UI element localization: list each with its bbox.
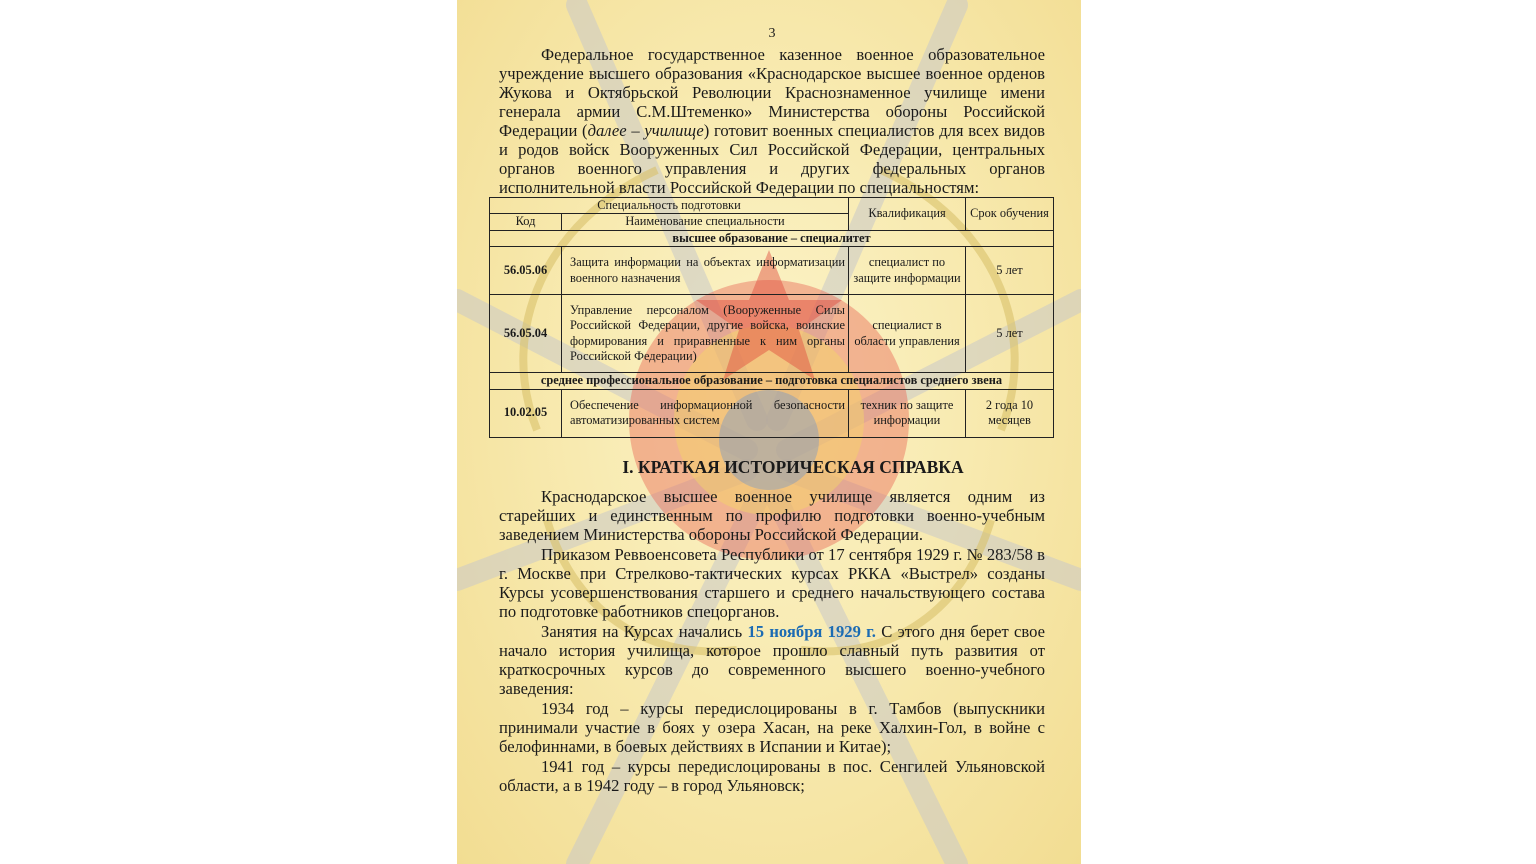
document-page bbox=[457, 0, 1081, 864]
table-row bbox=[490, 295, 1054, 373]
table-row bbox=[490, 389, 1054, 437]
row-qualification: специалист по защите информации bbox=[849, 247, 966, 295]
table-row bbox=[490, 247, 1054, 295]
intro-text-2: ) готовит военных специалистов для всех видов и родов войск Вооруженных Сил Российской Федерации, центральных органов военного управления и других федеральных органов исполнительной власти Российской Федерации по специальностям: bbox=[499, 121, 1045, 197]
row-qualification: специалист в области управления bbox=[849, 295, 966, 373]
history-paragraph-4: 1934 год – курсы передислоцированы в г. Тамбов (выпускники принимали участие в боях у озера Хасан, на реке Халхин-Гол, в войне с белофиннами, в боевых действиях в Испании и Китае); bbox=[499, 698, 1045, 756]
row-name: Обеспечение информационной безопасности автоматизированных систем bbox=[562, 389, 849, 437]
section-secondary-education: среднее профессиональное образование – подготовка специалистов среднего звена bbox=[490, 373, 1054, 389]
history-paragraph-5: 1941 год – курсы передислоцированы в пос. Сенгилей Ульяновской области, а в 1942 году – в город Ульяновск; bbox=[499, 756, 1045, 795]
page-content bbox=[499, 26, 1049, 795]
history-paragraph-1: Краснодарское высшее военное училище является одним из старейших и единственным по профилю подготовки военно-учебным заведением Министерства обороны Российской Федерации. bbox=[499, 486, 1045, 544]
page-number: 3 bbox=[768, 26, 776, 41]
history-paragraph-2: Приказом Реввоенсовета Республики от 17 сентября 1929 г. № 283/58 в г. Москве при Стрелково-тактических курсах РККА «Выстрел» созданы Курсы усовершенствования старшего и среднего начальствующего состава по подготовке работников спецорганов. bbox=[499, 544, 1045, 621]
section-higher-education: высшее образование – специалитет bbox=[490, 230, 1054, 246]
header-qualification: Квалификация bbox=[849, 198, 966, 231]
history-paragraph-3 bbox=[499, 622, 1045, 698]
section-heading: I. КРАТКАЯ ИСТОРИЧЕСКАЯ СПРАВКА bbox=[622, 456, 964, 477]
row-name: Управление персоналом (Вооруженные Силы Российской Федерации, другие войска, воинские формирования и приравненные к ним органы Российской Федерации) bbox=[562, 295, 849, 373]
intro-text: Федеральное государственное казенное военное образовательное учреждение высшего образования «Краснодарское высшее военное орденов Жукова и Октябрьской Революции Краснознаменное училище имени генерала армии С.М.Штеменко» Министерства обороны Российской Федерации ( bbox=[499, 45, 1045, 140]
highlighted-date: 15 ноября 1929 г. bbox=[747, 621, 876, 641]
header-term: Срок обучения bbox=[966, 198, 1054, 231]
row-term: 5 лет bbox=[966, 247, 1054, 295]
row-qualification: техник по защите информации bbox=[849, 389, 966, 437]
header-name: Наименование специальности bbox=[562, 214, 849, 230]
row-name: Защита информации на объектах информатизации военного назначения bbox=[562, 247, 849, 295]
history-text: С этого дня берет свое начало история училища, которое прошло славный путь развития от краткосрочных курсов до современного высшего военно-учебного заведения: bbox=[499, 621, 1045, 698]
row-code: 10.02.05 bbox=[490, 389, 562, 437]
row-code: 56.05.06 bbox=[490, 247, 562, 295]
specialty-table bbox=[489, 197, 1054, 438]
history-text: Занятия на Курсах начались bbox=[541, 621, 748, 641]
header-code: Код bbox=[490, 214, 562, 230]
intro-paragraph bbox=[499, 45, 1045, 197]
row-code: 56.05.04 bbox=[490, 295, 562, 373]
header-specialty: Специальность подготовки bbox=[490, 198, 849, 214]
intro-italic: далее – училище bbox=[587, 121, 704, 140]
row-term: 5 лет bbox=[966, 295, 1054, 373]
row-term: 2 года 10 месяцев bbox=[966, 389, 1054, 437]
